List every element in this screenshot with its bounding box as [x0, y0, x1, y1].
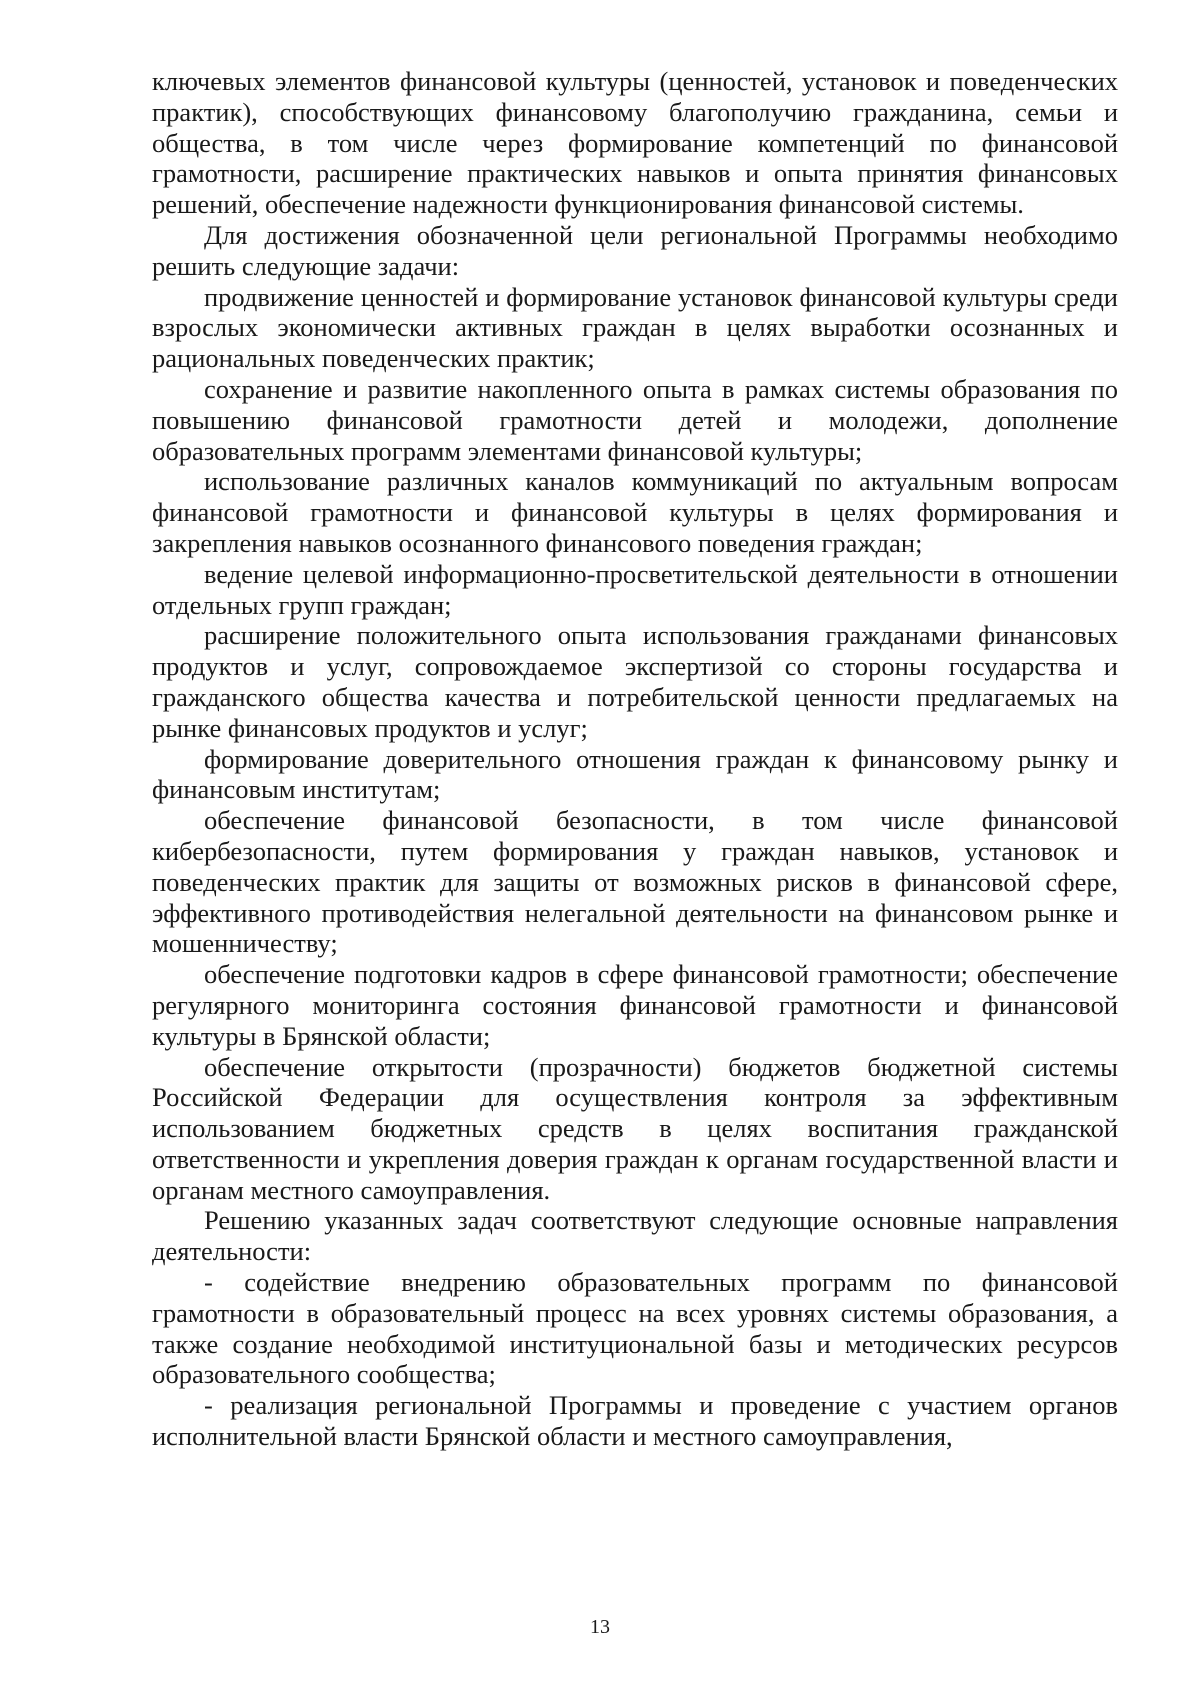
page-number: 13: [590, 1616, 610, 1638]
paragraph: - реализация региональной Программы и проведение с участием органов исполнительной власти Брянской области и местного самоуправления,: [152, 1390, 1118, 1452]
paragraph: Для достижения обозначенной цели региональной Программы необходимо решить следующие задачи:: [152, 219, 1118, 281]
paragraph: обеспечение финансовой безопасности, в том числе финансовой кибербезопасности, путем формирования у граждан навыков, установок и поведенческих практик для защиты от возможных рисков в финансовой сфере, эффективного противодействия нелегальной деятельности на финансовом рынке и мошенничеству;: [152, 805, 1118, 959]
paragraph: продвижение ценностей и формирование установок финансовой культуры среди взрослых экономически активных граждан в целях выработки осознанных и рациональных поведенческих практик;: [152, 281, 1118, 374]
paragraph: Решению указанных задач соответствуют следующие основные направления деятельности:: [152, 1205, 1118, 1267]
paragraph: обеспечение открытости (прозрачности) бюджетов бюджетной системы Российской Федерации для осуществления контроля за эффективным использованием бюджетных средств в целях воспитания гражданской ответственности и укрепления доверия граждан к органам государственной власти и органам местного самоуправления.: [152, 1051, 1118, 1205]
paragraph: расширение положительного опыта использования гражданами финансовых продуктов и услуг, сопровождаемое экспертизой со стороны государства и гражданского общества качества и потребительской ценности предлагаемых на рынке финансовых продуктов и услуг;: [152, 620, 1118, 743]
document-body: [152, 66, 1118, 1452]
paragraph: ключевых элементов финансовой культуры (ценностей, установок и поведенческих практик), способствующих финансовому благополучию гражданина, семьи и общества, в том числе через формирование компетенций по финансовой грамотности, расширение практических навыков и опыта принятия финансовых решений, обеспечение надежности функционирования финансовой системы.: [152, 66, 1118, 220]
paragraph: ведение целевой информационно-просветительской деятельности в отношении отдельных групп граждан;: [152, 558, 1118, 620]
paragraph: сохранение и развитие накопленного опыта в рамках системы образования по повышению финансовой грамотности детей и молодежи, дополнение образовательных программ элементами финансовой культуры;: [152, 373, 1118, 466]
paragraph: обеспечение подготовки кадров в сфере финансовой грамотности; обеспечение регулярного мониторинга состояния финансовой грамотности и финансовой культуры в Брянской области;: [152, 959, 1118, 1051]
paragraph: использование различных каналов коммуникаций по актуальным вопросам финансовой грамотности и финансовой культуры в целях формирования и закрепления навыков осознанного финансового поведения граждан;: [152, 466, 1118, 558]
paragraph: формирование доверительного отношения граждан к финансовому рынку и финансовым институтам;: [152, 743, 1118, 805]
paragraph: - содействие внедрению образовательных программ по финансовой грамотности в образовательный процесс на всех уровнях системы образования, а также создание необходимой институциональной базы и методических ресурсов образовательного сообщества;: [152, 1267, 1118, 1390]
